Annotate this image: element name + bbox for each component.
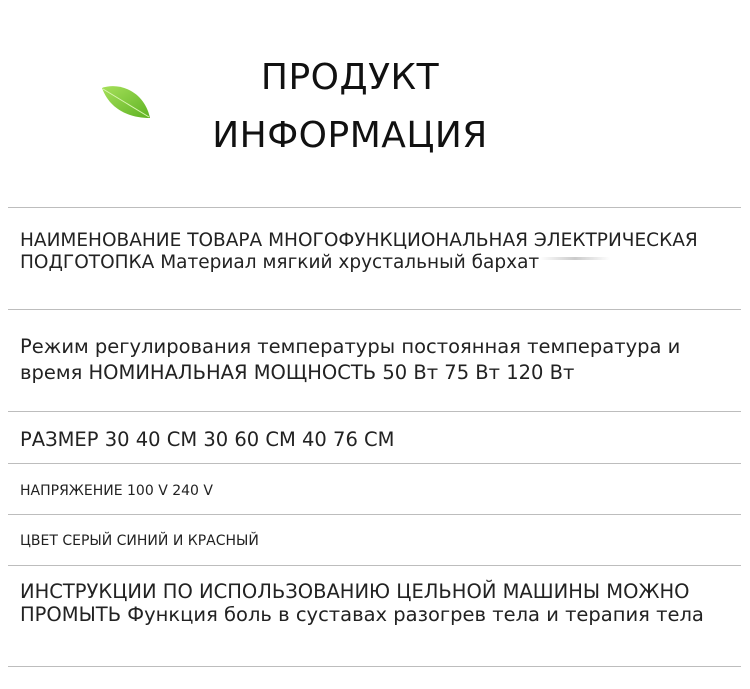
divider bbox=[8, 666, 741, 667]
divider-sheen bbox=[540, 257, 610, 260]
size-row: РАЗМЕР 30 40 СМ 30 60 СМ 40 76 СМ bbox=[20, 428, 395, 451]
divider bbox=[8, 463, 741, 464]
usage-instructions-row: ИНСТРУКЦИИ ПО ИСПОЛЬЗОВАНИЮ ЦЕЛЬНОЙ МАШИНЫ МОЖНО ПРОМЫТЬ Функция боль в суставах разогрев тела и терапия тела bbox=[20, 580, 704, 626]
color-row: ЦВЕТ СЕРЫЙ СИНИЙ И КРАСНЫЙ bbox=[20, 533, 259, 549]
page-title-line2: ИНФОРМАЦИЯ bbox=[212, 115, 488, 156]
divider bbox=[8, 565, 741, 566]
product-name-row: НАИМЕНОВАНИЕ ТОВАРА МНОГОФУНКЦИОНАЛЬНАЯ ЭЛЕКТРИЧЕСКАЯ ПОДГОТОПКА Материал мягкий хрустальный бархат bbox=[20, 230, 698, 273]
temperature-power-row: Режим регулирования температуры постоянная температура и время НОМИНАЛЬНАЯ МОЩНОСТЬ 50 Вт 75 Вт 120 Вт bbox=[20, 335, 681, 384]
divider bbox=[8, 411, 741, 412]
divider bbox=[8, 207, 741, 208]
divider bbox=[8, 309, 741, 310]
page-title-line1: ПРОДУКТ bbox=[260, 57, 440, 98]
voltage-row: НАПРЯЖЕНИЕ 100 V 240 V bbox=[20, 483, 213, 499]
divider bbox=[8, 514, 741, 515]
